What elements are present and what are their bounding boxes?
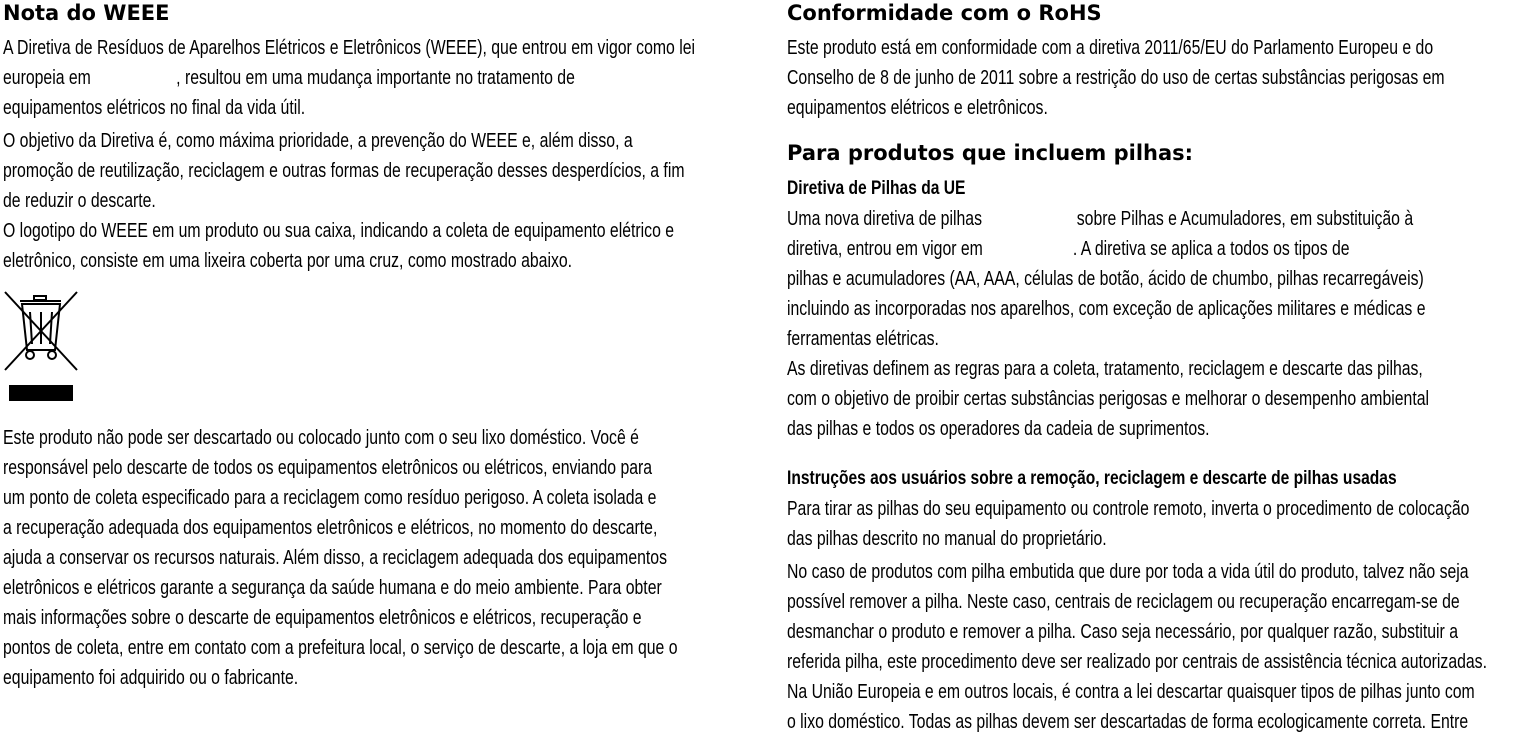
instructions-line3: No caso de produtos com pilha embutida que dure por toda a vida útil do produto, talvez não seja [787,561,1469,583]
weee-para4-line2: responsável pelo descarte de todos os equipamentos eletrônicos ou elétricos, enviando para [3,457,653,479]
eu-directive-line2-start: diretiva, entrou em vigor em [787,238,983,260]
eu-battery-directive-heading: Diretiva de Pilhas da UE [787,178,966,199]
weee-para4-line9: equipamento foi adquirido ou o fabricante. [3,667,299,689]
weee-para4-line8: pontos de coleta, entre em contato com a prefeitura local, o serviço de descarte, a loja em que o [3,637,678,659]
instructions-line7: Na União Europeia e em outros locais, é contra a lei descartar quaisquer tipos de pilhas junto com [787,681,1475,703]
battery-instructions-heading: Instruções aos usuários sobre a remoção, reciclagem e descarte de pilhas usadas [787,468,1397,489]
weee-para4-line7: mais informações sobre o descarte de equipamentos eletrônicos e elétricos, recuperação e [3,607,642,629]
instructions-line6: referida pilha, este procedimento deve ser realizado por centrais de assistência técnica autorizadas. [787,651,1487,673]
instructions-line8: o lixo doméstico. Todas as pilhas devem ser descartadas de forma ecologicamente correta. Entre [787,711,1469,733]
weee-para3-line2: eletrônico, consiste em uma lixeira coberta por uma cruz, como mostrado abaixo. [3,250,573,272]
weee-para4-line6: eletrônicos e elétricos garante a segurança da saúde humana e do meio ambiente. Para obter [3,577,662,599]
rohs-line1: Este produto está em conformidade com a diretiva 2011/65/EU do Parlamento Europeu e do [787,37,1434,59]
weee-para2-line3: de reduzir o descarte. [3,190,156,212]
instructions-line2: das pilhas descrito no manual do proprietário. [787,528,1107,550]
weee-para1-line2-start: europeia em [3,67,91,89]
rohs-line2: Conselho de 8 de junho de 2011 sobre a restrição do uso de certas substâncias perigosas em [787,67,1445,89]
weee-para2-line1: O objetivo da Diretiva é, como máxima prioridade, a prevenção do WEEE e, além disso, a [3,130,633,152]
instructions-line1: Para tirar as pilhas do seu equipamento ou controle remoto, inverta o procedimento de colocação [787,498,1470,520]
eu-directive-line1 [787,204,1413,234]
weee-para1-line1: A Diretiva de Resíduos de Aparelhos Elétricos e Eletrônicos (WEEE), que entrou em vigor como lei [3,37,696,59]
weee-para4-line5: ajuda a conservar os recursos naturais. Além disso, a reciclagem adequada dos equipamentos [3,547,667,569]
weee-para4-line3: um ponto de coleta especificado para a reciclagem como resíduo perigoso. A coleta isolada e [3,487,657,509]
eu-directive-line1-end: sobre Pilhas e Acumuladores, em substituição à [1076,208,1414,230]
weee-para3-line1: O logotipo do WEEE em um produto ou sua caixa, indicando a coleta de equipamento elétrico e [3,220,675,242]
weee-para1-line3: equipamentos elétricos no final da vida útil. [3,97,306,119]
rohs-heading: Conformidade com o RoHS [787,1,1102,25]
instructions-line5: desmanchar o produto e remover a pilha. Caso seja necessário, por qualquer razão, substituir a [787,621,1458,643]
eu-directive-line4: incluindo as incorporadas nos aparelhos, com exceção de aplicações militares e médicas e [787,298,1426,320]
eu-directive-line8: das pilhas e todos os operadores da cadeia de suprimentos. [787,418,1210,440]
instructions-line4: possível remover a pilha. Neste caso, centrais de reciclagem ou recuperação encarregam-se de [787,591,1460,613]
weee-heading: Nota do WEEE [3,1,170,25]
eu-directive-line2-end: . A diretiva se aplica a todos os tipos de [1072,238,1350,260]
eu-directive-line7: com o objetivo de proibir certas substâncias perigosas e melhorar o desempenho ambiental [787,388,1430,410]
eu-directive-line2 [787,234,1350,264]
weee-para2-line2: promoção de reutilização, reciclagem e outras formas de recuperação desses desperdícios, a fim [3,160,685,182]
eu-directive-line3: pilhas e acumuladores (AA, AAA, células de botão, ácido de chumbo, pilhas recarregáveis) [787,268,1424,290]
weee-para4-line4: a recuperação adequada dos equipamentos eletrônicos e elétricos, no momento do descarte, [3,517,658,539]
rohs-line3: equipamentos elétricos e eletrônicos. [787,97,1048,119]
eu-directive-line6: As diretivas definem as regras para a coleta, tratamento, reciclagem e descarte das pilhas, [787,358,1423,380]
weee-para1-line2 [3,63,575,93]
weee-para1-line2-end: , resultou em uma mudança importante no tratamento de [176,67,575,89]
eu-directive-line5: ferramentas elétricas. [787,328,939,350]
weee-para4-line1: Este produto não pode ser descartado ou colocado junto com o seu lixo doméstico. Você é [3,427,639,449]
eu-directive-line1-start: Uma nova diretiva de pilhas [787,208,982,230]
batteries-heading: Para produtos que incluem pilhas: [787,141,1194,165]
crossed-out-wheelie-bin-icon [3,290,79,402]
